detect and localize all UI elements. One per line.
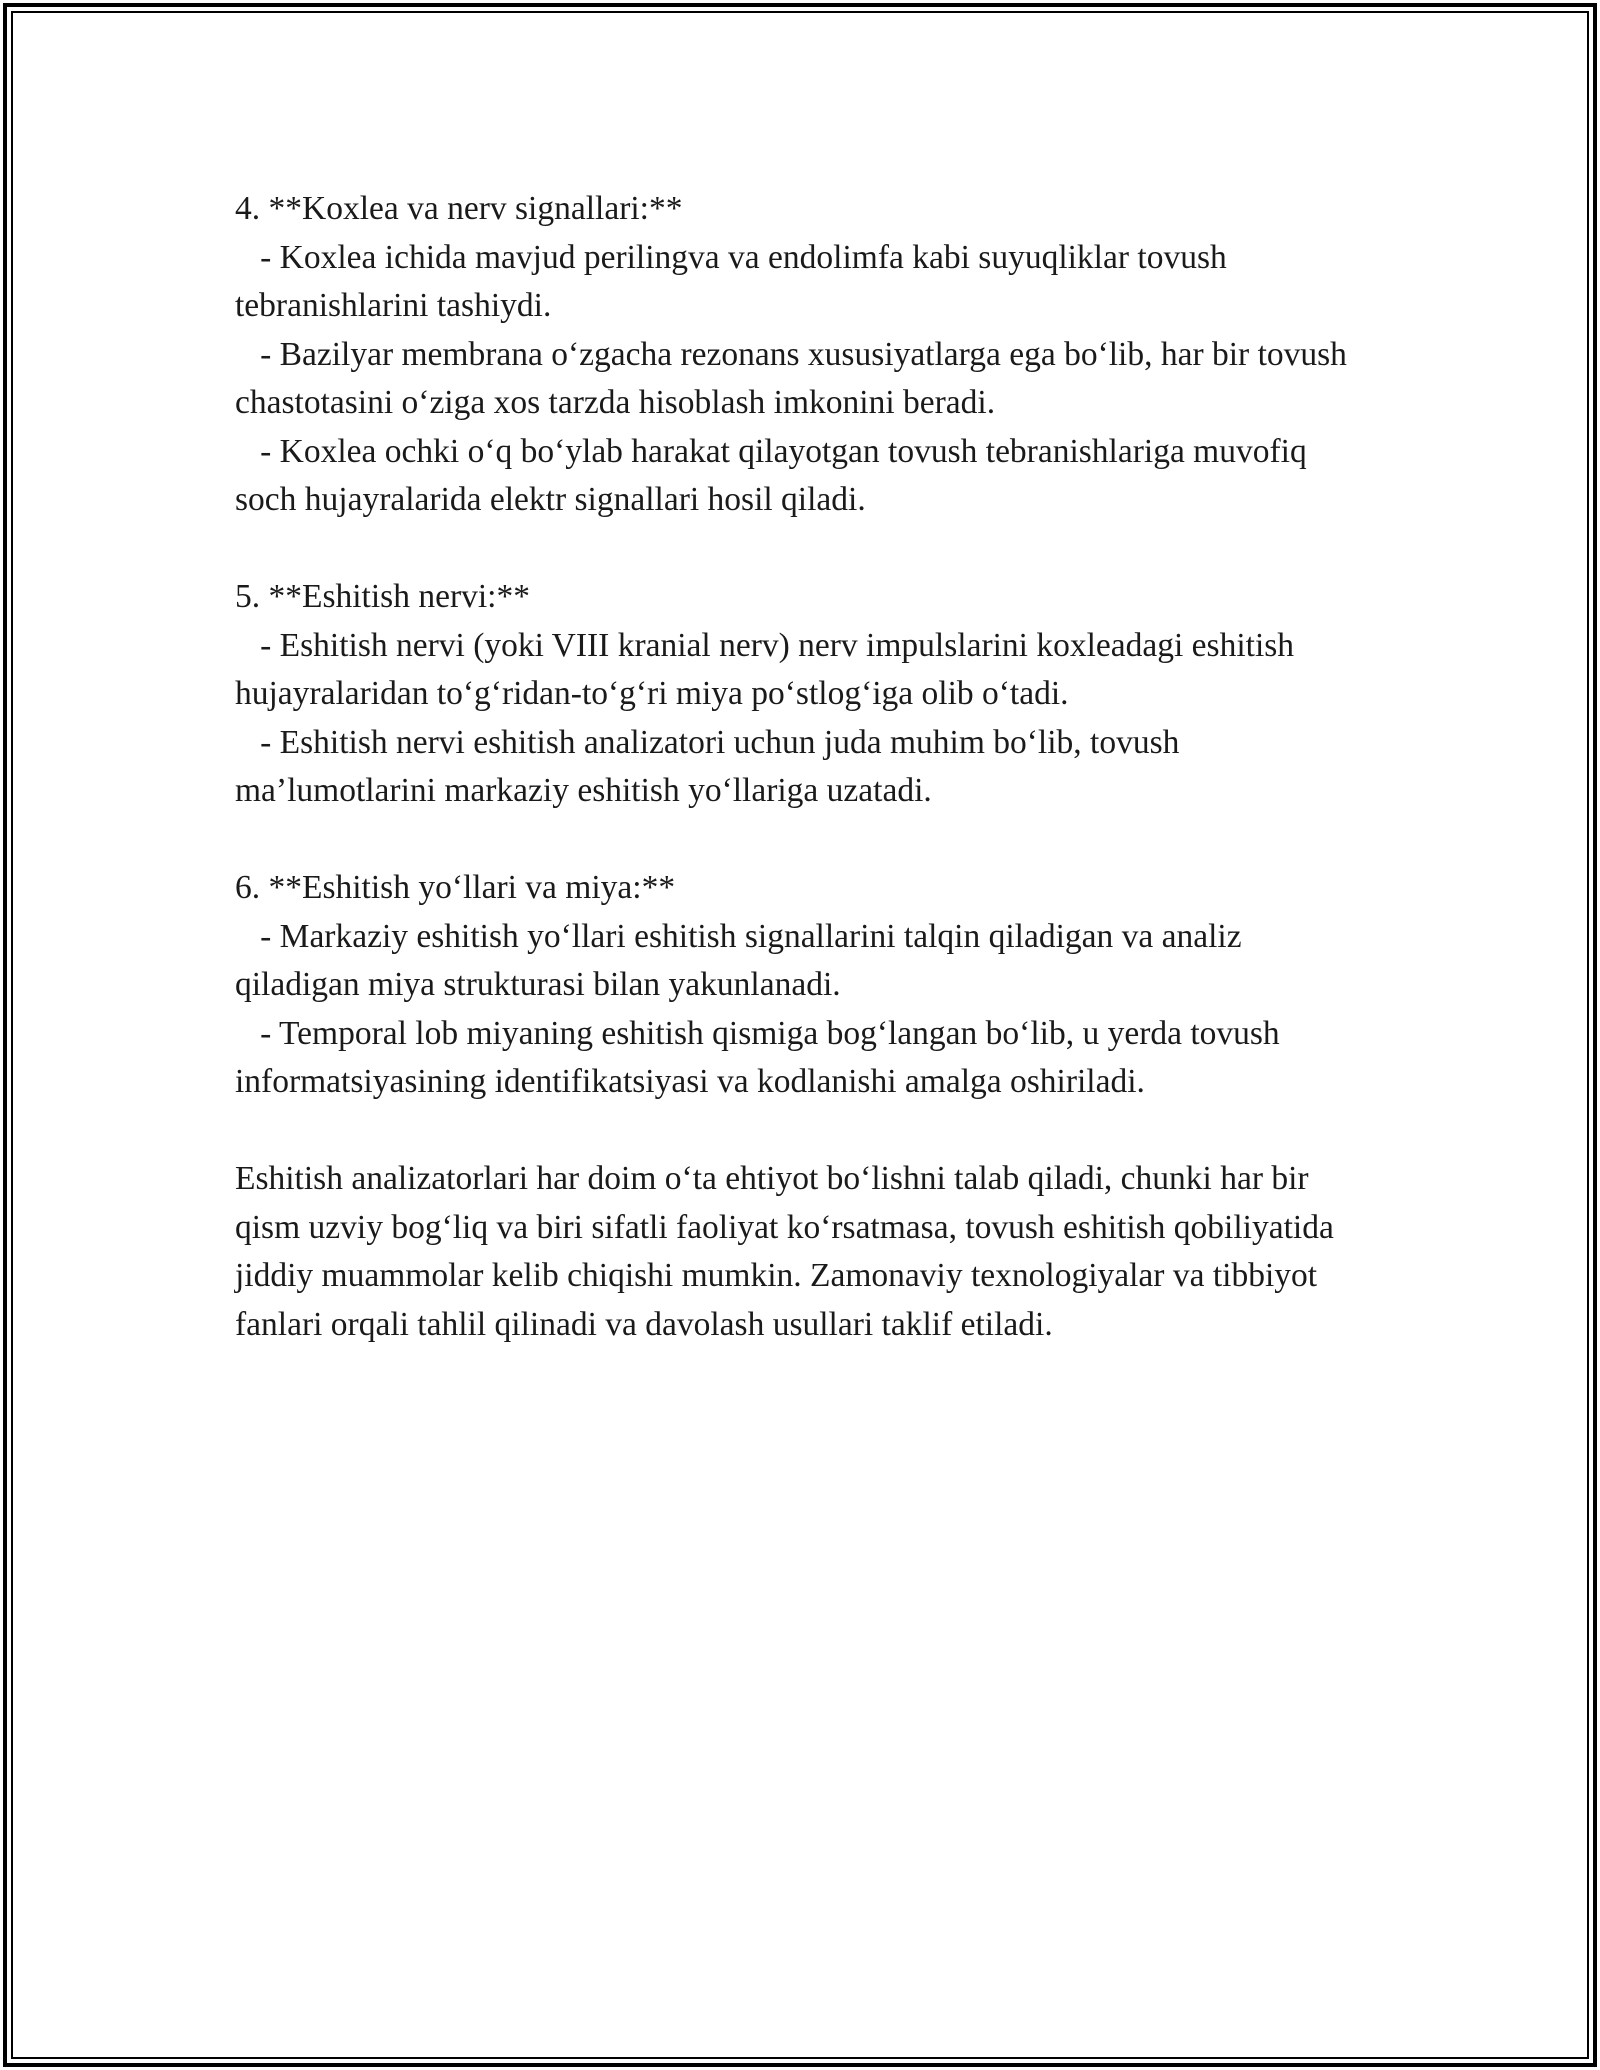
document-body [235,185,1365,1349]
section-koxlea [235,185,1365,525]
section-heading: 4. **Koxlea va nerv signallari:** [235,190,683,227]
list-item: - Markaziy eshitish yo‘llari eshitish signallarini talqin qiladigan va analiz qiladigan miya strukturasi bilan yakunlanadi. [235,917,1250,1003]
list-item: - Eshitish nervi (yoki VIII kranial nerv) nerv impulslarini koxleadagi eshitish hujayralaridan to‘g‘ridan-to‘g‘ri miya po‘stlog‘iga olib o‘tadi. [235,626,1303,712]
list-item: - Bazilyar membrana o‘zgacha rezonans xususiyatlarga ega bo‘lib, har bir tovush chastotasini o‘ziga xos tarzda hisoblash imkonini beradi. [235,335,1356,421]
section-heading: 5. **Eshitish nervi:** [235,578,530,615]
list-item: - Koxlea ochki o‘q bo‘ylab harakat qilayotgan tovush tebranishlariga muvofiq soch hujayralarida elektr signallari hosil qiladi. [235,432,1316,518]
section-eshitish-yollari [235,864,1365,1107]
section-eshitish-nervi [235,573,1365,816]
list-item: - Eshitish nervi eshitish analizatori uchun juda muhim bo‘lib, tovush ma’lumotlarini markaziy eshitish yo‘llariga uzatadi. [235,723,1188,809]
section-heading: 6. **Eshitish yo‘llari va miya:** [235,869,676,906]
list-item: - Temporal lob miyaning eshitish qismiga bog‘langan bo‘lib, u yerda tovush informatsiyasining identifikatsiyasi va kodlanishi amalga oshiriladi. [235,1014,1289,1100]
closing-paragraph: Eshitish analizatorlari har doim o‘ta ehtiyot bo‘lishni talab qiladi, chunki har bir qism uzviy bog‘liq va biri sifatli faoliyat ko‘rsatmasa, tovush eshitish qobiliyatida jiddiy muammolar kelib chiqishi mumkin. Zamonaviy texnologiyalar va tibbiyot fanlari orqali tahlil qilinadi va davolash usullari taklif etiladi. [235,1160,1343,1343]
list-item: - Koxlea ichida mavjud perilingva va endolimfa kabi suyuqliklar tovush tebranishlarini tashiydi. [235,238,1236,324]
